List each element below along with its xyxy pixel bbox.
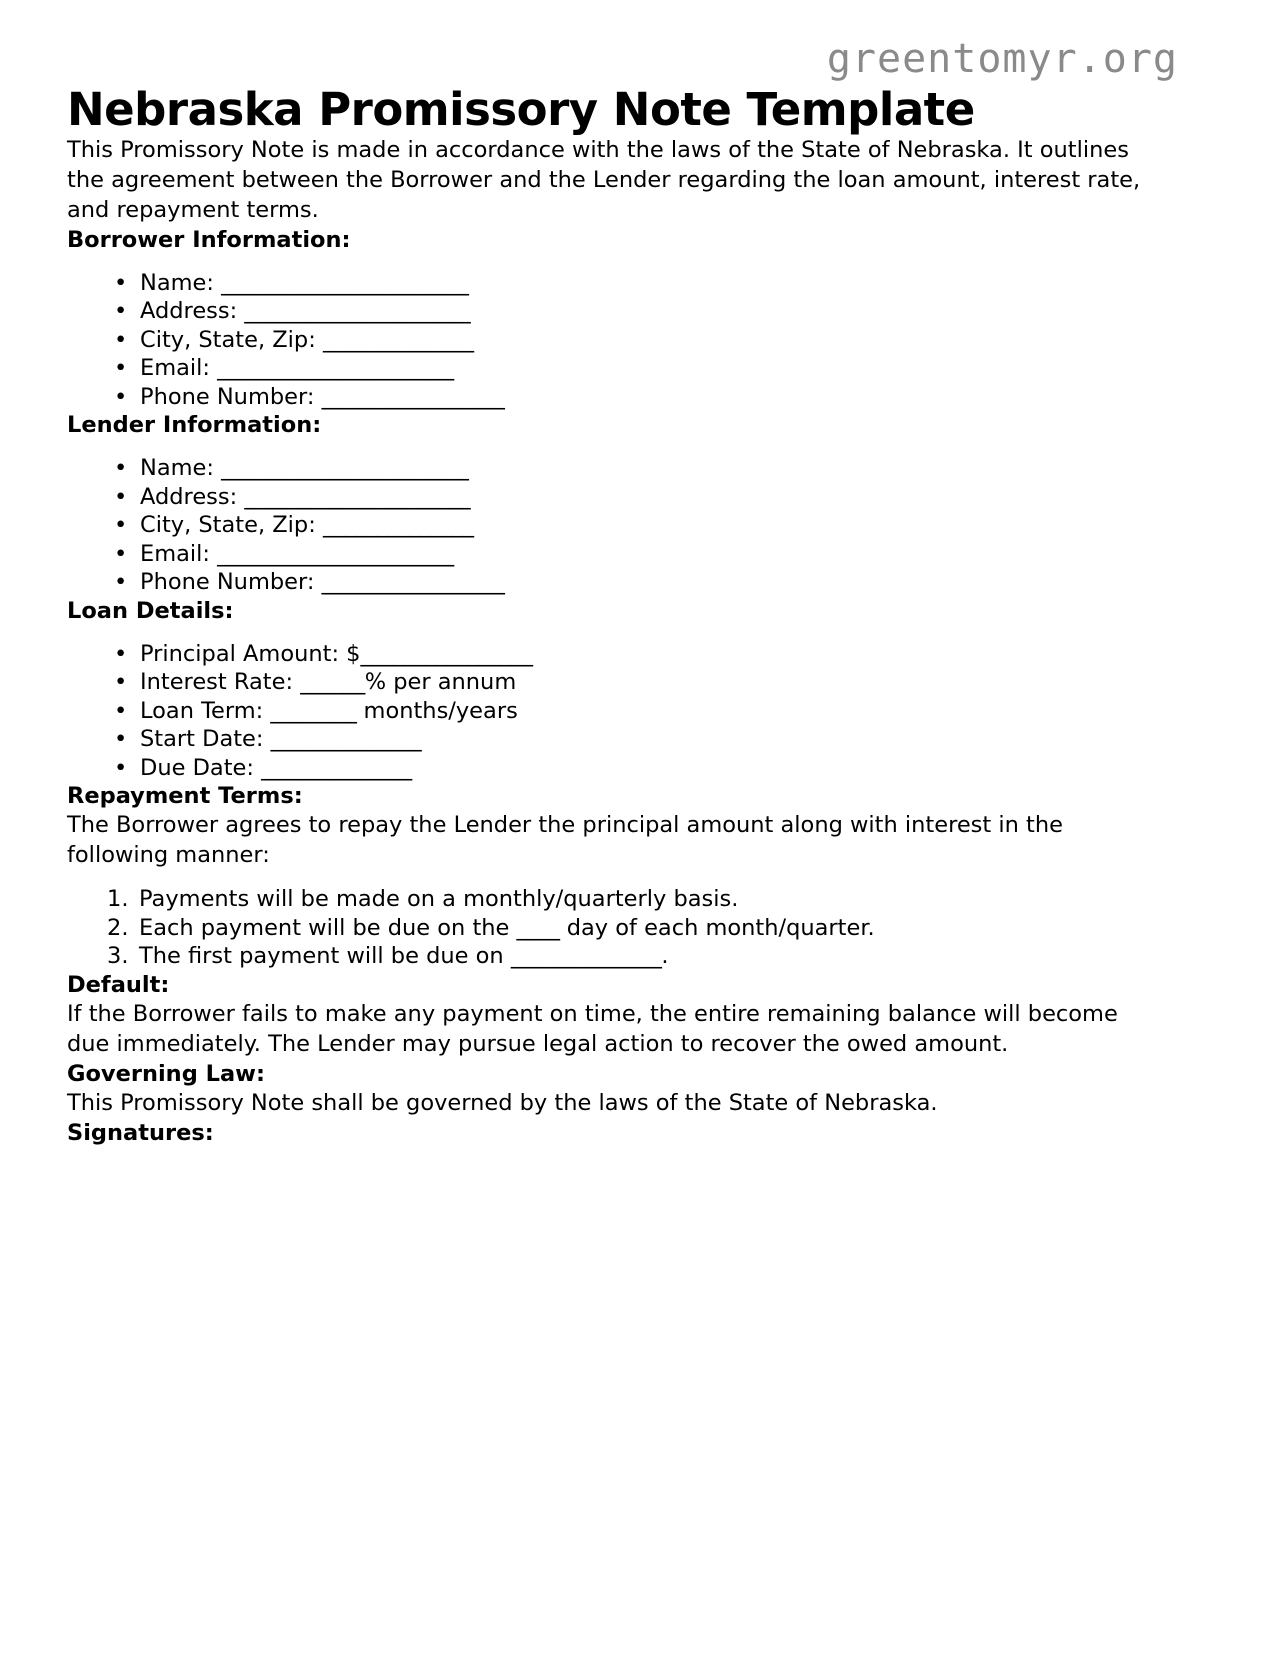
field-label: Address:: [140, 298, 238, 325]
list-item: [140, 568, 1157, 596]
field-blank[interactable]: ______________: [322, 512, 474, 539]
list-item: [140, 540, 1157, 568]
list-item: [140, 326, 1157, 354]
repayment-terms-list: [67, 885, 1157, 970]
field-label: Phone Number:: [140, 383, 315, 410]
field-label: Email:: [140, 355, 211, 382]
field-label: Interest Rate:: [140, 669, 294, 696]
list-item: [140, 354, 1157, 382]
list-item: [140, 297, 1157, 325]
field-label: Phone Number:: [140, 569, 315, 596]
list-item: [107, 942, 1157, 970]
list-item: [140, 640, 1157, 668]
field-blank[interactable]: ______: [300, 669, 365, 696]
field-blank[interactable]: _______________________: [221, 455, 469, 482]
list-item: [107, 885, 1157, 913]
list-item: [140, 454, 1157, 482]
site-watermark: greentomyr.org: [826, 36, 1178, 82]
repayment-intro-paragraph: The Borrower agrees to repay the Lender the principal amount along with interest in the following manner:: [67, 812, 1063, 869]
field-blank[interactable]: ______________: [261, 754, 412, 781]
field-label: Loan Term:: [140, 697, 264, 724]
loan-details-list: [67, 640, 1157, 782]
item-blank[interactable]: ______________: [510, 943, 662, 970]
field-label: Address:: [140, 483, 238, 510]
repayment-terms-heading: Repayment Terms:: [67, 783, 303, 810]
list-item: [140, 483, 1157, 511]
field-blank[interactable]: ______________: [270, 726, 422, 753]
list-item: [140, 269, 1157, 297]
governing-law-paragraph: This Promissory Note shall be governed by the laws of the State of Nebraska.: [67, 1089, 938, 1116]
list-item: [140, 754, 1157, 782]
field-blank[interactable]: ________________: [360, 640, 533, 667]
lender-fields-list: [67, 454, 1157, 596]
field-blank[interactable]: _______________________: [221, 269, 469, 296]
loan-details-heading: Loan Details:: [67, 597, 234, 624]
field-blank[interactable]: ________: [270, 697, 357, 724]
field-label: Due Date:: [140, 754, 254, 781]
field-blank[interactable]: ______________________: [217, 540, 454, 567]
item-text-after: .: [661, 943, 669, 970]
field-label: Start Date:: [140, 726, 264, 753]
item-text: Payments will be made on a monthly/quarterly basis.: [139, 886, 739, 913]
list-item: [140, 668, 1157, 696]
list-item: [140, 383, 1157, 411]
field-label: Email:: [140, 540, 211, 567]
item-text: Each payment will be due on the: [139, 914, 517, 941]
field-blank[interactable]: _____________________: [244, 298, 471, 325]
item-blank[interactable]: ____: [516, 914, 560, 941]
field-blank[interactable]: ______________: [322, 326, 474, 353]
list-item: [107, 914, 1157, 942]
list-item: [140, 725, 1157, 753]
field-suffix: months/years: [356, 697, 518, 724]
field-label: Name:: [140, 269, 214, 296]
field-blank[interactable]: _________________: [321, 383, 505, 410]
signatures-heading: Signatures:: [67, 1119, 214, 1146]
intro-paragraph: This Promissory Note is made in accordance with the laws of the State of Nebraska. It outlines the agreement between the Borrower and the Lender regarding the loan amount, interest rate, and repayment terms.: [67, 136, 1141, 223]
list-item: [140, 697, 1157, 725]
field-suffix: % per annum: [364, 669, 517, 696]
field-label: Principal Amount: $: [140, 640, 361, 667]
governing-law-heading: Governing Law:: [67, 1060, 265, 1087]
list-item: [140, 511, 1157, 539]
page-title: Nebraska Promissory Note Template: [67, 83, 975, 136]
borrower-information-heading: Borrower Information:: [67, 226, 351, 253]
document-content: [67, 0, 1157, 1148]
item-text-after: day of each month/quarter.: [559, 914, 875, 941]
borrower-fields-list: [67, 269, 1157, 411]
default-heading: Default:: [67, 971, 170, 998]
default-paragraph: If the Borrower fails to make any payment on time, the entire remaining balance will become due immediately. The Lender may pursue legal action to recover the owed amount.: [67, 1000, 1118, 1057]
field-label: City, State, Zip:: [140, 512, 316, 539]
lender-information-heading: Lender Information:: [67, 412, 322, 439]
item-text: The first payment will be due on: [139, 943, 511, 970]
field-label: Name:: [140, 455, 214, 482]
field-label: City, State, Zip:: [140, 326, 316, 353]
field-blank[interactable]: _____________________: [244, 483, 471, 510]
field-blank[interactable]: _________________: [321, 569, 505, 596]
field-blank[interactable]: ______________________: [217, 355, 454, 382]
